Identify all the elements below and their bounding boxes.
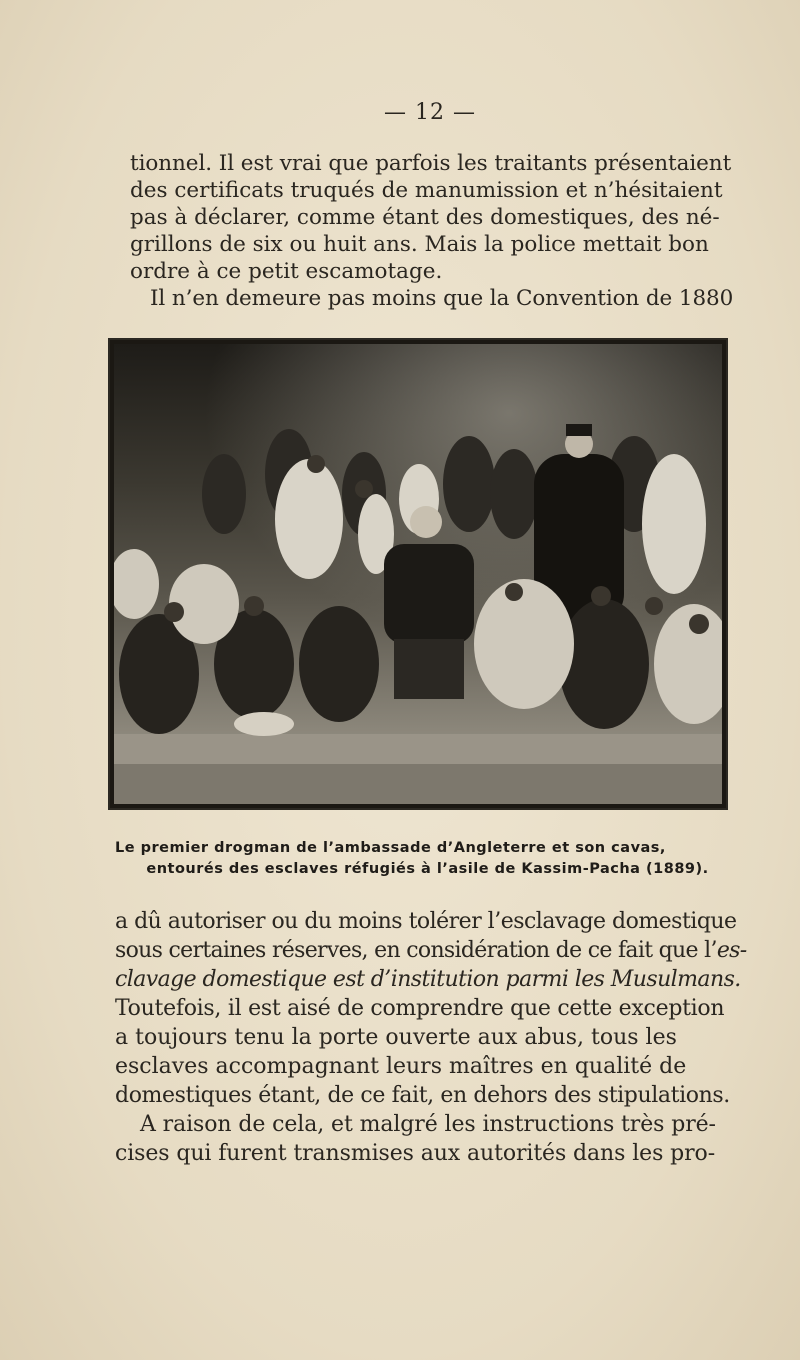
- caption-line: entourés des esclaves réfugiés à l’asile de Kassim-Pacha (1889).: [146, 861, 709, 877]
- italic-line: clavage domestique est d’institution parmi les Musulmans.: [115, 967, 741, 992]
- text-line: esclaves accompagnant leurs maîtres en qualité de: [115, 1054, 687, 1079]
- text-line: a toujours tenu la porte ouverte aux abus, tous les: [115, 1025, 677, 1050]
- text-line: des certificats truqués de manumission et n’hésitaient: [130, 178, 723, 203]
- page-number: — 12 —: [384, 100, 476, 125]
- caption-line: Le premier drogman de l’ambassade d’Angleterre et son cavas,: [115, 840, 666, 856]
- text-line: grillons de six ou huit ans. Mais la police mettait bon: [130, 232, 709, 257]
- historical-photograph: [108, 338, 728, 810]
- top-paragraph: [130, 150, 734, 312]
- photo-image: [114, 344, 722, 804]
- text-line: [115, 936, 747, 965]
- text-segment: sous certaines réserves, en considération de ce fait que l’: [115, 938, 717, 963]
- text-line: Il n’en demeure pas moins que la Convention de 1880: [150, 286, 734, 311]
- group-portrait-illustration: [114, 344, 722, 804]
- text-line: A raison de cela, et malgré les instructions très pré-: [140, 1112, 716, 1137]
- text-line: ordre à ce petit escamotage.: [130, 259, 443, 284]
- text-line: Toutefois, il est aisé de comprendre que cette exception: [115, 996, 725, 1021]
- text-line: cises qui furent transmises aux autorités dans les pro-: [115, 1141, 716, 1166]
- text-line: pas à déclarer, comme étant des domestiques, des né-: [130, 205, 720, 230]
- text-line: a dû autoriser ou du moins tolérer l’esclavage domestique: [115, 909, 737, 934]
- photo-caption: [115, 838, 740, 880]
- text-line: domestiques étant, de ce fait, en dehors des stipulations.: [115, 1083, 730, 1108]
- italic-segment: es-: [716, 938, 747, 963]
- text-line: tionnel. Il est vrai que parfois les traitants présentaient: [130, 151, 732, 176]
- bottom-paragraph: [115, 907, 747, 1168]
